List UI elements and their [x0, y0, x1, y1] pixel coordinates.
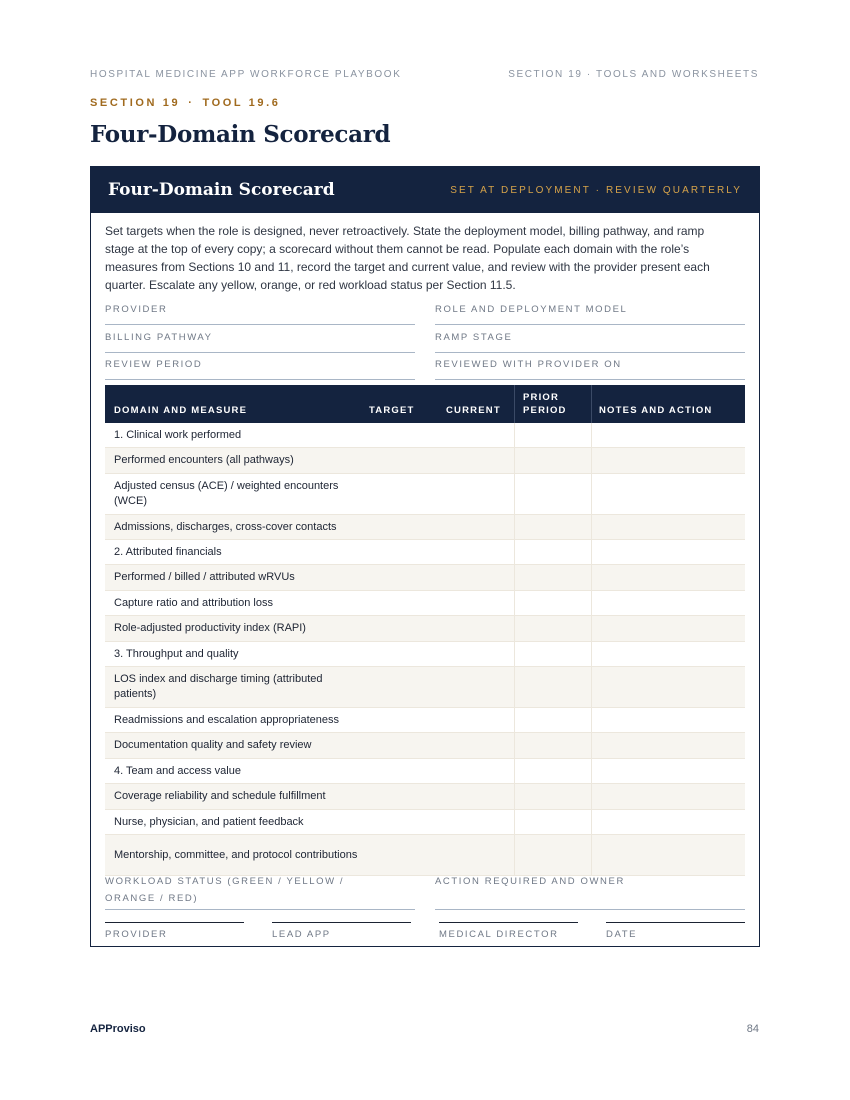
target-cell[interactable]: [360, 810, 437, 834]
ramp-stage-field[interactable]: RAMP STAGE: [435, 332, 745, 353]
col-prior-line-2: PERIOD: [523, 405, 567, 416]
table-row: [105, 733, 745, 759]
prior-period-cell[interactable]: [514, 515, 592, 539]
notes-cell[interactable]: [591, 642, 746, 666]
signature-line-date[interactable]: [606, 922, 745, 923]
target-cell[interactable]: [360, 642, 437, 666]
current-cell[interactable]: [437, 642, 514, 666]
target-cell[interactable]: [360, 591, 437, 615]
prior-period-cell[interactable]: [514, 474, 592, 514]
scorecard-rows: [105, 423, 745, 876]
table-row: [105, 474, 745, 515]
prior-period-cell[interactable]: [514, 565, 592, 590]
current-cell[interactable]: [437, 759, 514, 783]
scorecard-card: [90, 166, 760, 947]
tool-number: TOOL 19.6: [202, 97, 281, 109]
row-label: 4. Team and access value: [114, 764, 241, 777]
prior-period-cell[interactable]: [514, 667, 592, 707]
prior-period-cell[interactable]: [514, 448, 592, 473]
current-cell[interactable]: [437, 616, 514, 641]
notes-cell[interactable]: [591, 784, 746, 809]
prior-period-cell[interactable]: [514, 784, 592, 809]
current-cell[interactable]: [437, 784, 514, 809]
target-cell[interactable]: [360, 540, 437, 564]
col-prior-line-1: PRIOR: [523, 392, 560, 403]
header-divider: [591, 385, 592, 423]
table-header: [105, 385, 745, 423]
current-cell[interactable]: [437, 835, 514, 875]
notes-cell[interactable]: [591, 515, 746, 539]
signature-label-medical-director: MEDICAL DIRECTOR: [439, 929, 559, 940]
target-cell[interactable]: [360, 448, 437, 473]
table-row: [105, 708, 745, 733]
prior-period-cell[interactable]: [514, 810, 592, 834]
card-header: [91, 167, 759, 213]
prior-period-cell[interactable]: [514, 540, 592, 564]
target-cell[interactable]: [360, 565, 437, 590]
prior-period-cell[interactable]: [514, 642, 592, 666]
prior-period-cell[interactable]: [514, 423, 592, 447]
notes-cell[interactable]: [591, 810, 746, 834]
intro-text: Set targets when the role is designed, never retroactively. State the deployment model, billing pathway, and ramp stage at the top of every copy; a scorecard without them cannot be read. Populate each domain with the role’s measures from Sections 10 and 11, record the target and current value, and review with the provider present each quarter. Escalate any yellow, orange, or red workload status per Section 11.5.: [105, 224, 710, 292]
current-cell[interactable]: [437, 810, 514, 834]
notes-cell[interactable]: [591, 448, 746, 473]
prior-period-cell[interactable]: [514, 591, 592, 615]
table-row: [105, 448, 745, 474]
row-label: LOS index and discharge timing (attributed patients): [114, 673, 323, 700]
notes-cell[interactable]: [591, 835, 746, 875]
prior-period-cell[interactable]: [514, 616, 592, 641]
row-label: Documentation quality and safety review: [114, 739, 312, 751]
col-target: TARGET: [369, 405, 415, 416]
row-label: Performed / billed / attributed wRVUs: [114, 571, 295, 583]
current-cell[interactable]: [437, 565, 514, 590]
row-label: Coverage reliability and schedule fulfillment: [114, 790, 326, 802]
target-cell[interactable]: [360, 784, 437, 809]
target-cell[interactable]: [360, 474, 437, 514]
notes-cell[interactable]: [591, 565, 746, 590]
running-header-right: SECTION 19 · TOOLS AND WORKSHEETS: [508, 69, 759, 80]
prior-period-cell[interactable]: [514, 708, 592, 732]
action-owner-label: ACTION REQUIRED AND OWNER: [435, 876, 625, 887]
table-row: [105, 565, 745, 591]
notes-cell[interactable]: [591, 591, 746, 615]
running-header-left: HOSPITAL MEDICINE APP WORKFORCE PLAYBOOK: [90, 69, 402, 80]
notes-cell[interactable]: [591, 474, 746, 514]
eyebrow-separator: ·: [188, 97, 195, 109]
current-cell[interactable]: [437, 515, 514, 539]
col-prior-period: [523, 391, 567, 417]
current-cell[interactable]: [437, 423, 514, 447]
prior-period-cell[interactable]: [514, 835, 592, 875]
reviewed-on-field[interactable]: REVIEWED WITH PROVIDER ON: [435, 359, 745, 380]
target-cell[interactable]: [360, 733, 437, 758]
current-cell[interactable]: [437, 474, 514, 514]
table-row: [105, 591, 745, 616]
table-row: [105, 540, 745, 565]
action-owner-field[interactable]: [435, 909, 745, 910]
current-cell[interactable]: [437, 448, 514, 473]
row-label: 1. Clinical work performed: [114, 428, 242, 441]
notes-cell[interactable]: [591, 540, 746, 564]
table-row: [105, 835, 745, 876]
signature-label-lead-app: LEAD APP: [272, 929, 331, 940]
table-row: [105, 759, 745, 784]
prior-period-cell[interactable]: [514, 733, 592, 758]
col-current: CURRENT: [446, 405, 501, 416]
signature-label-provider: PROVIDER: [105, 929, 168, 940]
target-cell[interactable]: [360, 759, 437, 783]
current-cell[interactable]: [437, 708, 514, 732]
prior-period-cell[interactable]: [514, 759, 592, 783]
page-number: 84: [746, 1023, 759, 1035]
table-row: [105, 642, 745, 667]
provider-field[interactable]: PROVIDER: [105, 304, 415, 325]
row-label: Adjusted census (ACE) / weighted encounters (WCE): [114, 480, 339, 507]
table-row: [105, 810, 745, 835]
signature-line-medical-director[interactable]: [439, 922, 578, 923]
table-row: [105, 667, 745, 708]
row-label: Role-adjusted productivity index (RAPI): [114, 622, 306, 634]
section-eyebrow: [90, 97, 280, 109]
row-label: Mentorship, committee, and protocol contributions: [114, 848, 358, 861]
row-label: Performed encounters (all pathways): [114, 454, 294, 466]
target-cell[interactable]: [360, 835, 437, 875]
col-domain-measure: DOMAIN AND MEASURE: [114, 405, 248, 416]
target-cell[interactable]: [360, 616, 437, 641]
row-label: Capture ratio and attribution loss: [114, 596, 273, 609]
notes-cell[interactable]: [591, 667, 746, 707]
billing-pathway-field[interactable]: BILLING PATHWAY: [105, 332, 415, 353]
current-cell[interactable]: [437, 591, 514, 615]
brand-logo: APProviso: [90, 1023, 146, 1035]
section-number: SECTION 19: [90, 97, 181, 109]
review-period-field[interactable]: REVIEW PERIOD: [105, 359, 415, 380]
notes-cell[interactable]: [591, 733, 746, 758]
row-label: Readmissions and escalation appropriateness: [114, 713, 340, 726]
col-notes-action: NOTES AND ACTION: [599, 405, 713, 416]
header-divider: [514, 385, 515, 423]
current-cell[interactable]: [437, 540, 514, 564]
role-deployment-field[interactable]: ROLE AND DEPLOYMENT MODEL: [435, 304, 745, 325]
notes-cell[interactable]: [591, 708, 746, 732]
current-cell[interactable]: [437, 667, 514, 707]
row-label: 3. Throughput and quality: [114, 647, 239, 660]
target-cell[interactable]: [360, 667, 437, 707]
notes-cell[interactable]: [591, 616, 746, 641]
signature-label-date: DATE: [606, 929, 638, 940]
signature-line-provider[interactable]: [105, 922, 244, 923]
workload-status-label: WORKLOAD STATUS (GREEN / YELLOW / ORANGE / RED): [105, 876, 345, 904]
target-cell[interactable]: [360, 515, 437, 539]
target-cell[interactable]: [360, 708, 437, 732]
row-label: Nurse, physician, and patient feedback: [114, 815, 304, 828]
table-row: [105, 616, 745, 642]
card-tag: SET AT DEPLOYMENT · REVIEW QUARTERLY: [450, 184, 742, 196]
table-row: [105, 423, 745, 448]
table-row: [105, 515, 745, 540]
page-title: Four-Domain Scorecard: [90, 121, 391, 148]
notes-cell[interactable]: [591, 423, 746, 447]
workload-status-field[interactable]: [105, 909, 415, 910]
table-row: [105, 784, 745, 810]
card-title: Four-Domain Scorecard: [108, 180, 335, 200]
notes-cell[interactable]: [591, 759, 746, 783]
row-label: Admissions, discharges, cross-cover contacts: [114, 520, 337, 533]
target-cell[interactable]: [360, 423, 437, 447]
current-cell[interactable]: [437, 733, 514, 758]
row-label: 2. Attributed financials: [114, 545, 222, 558]
signature-line-lead-app[interactable]: [272, 922, 411, 923]
